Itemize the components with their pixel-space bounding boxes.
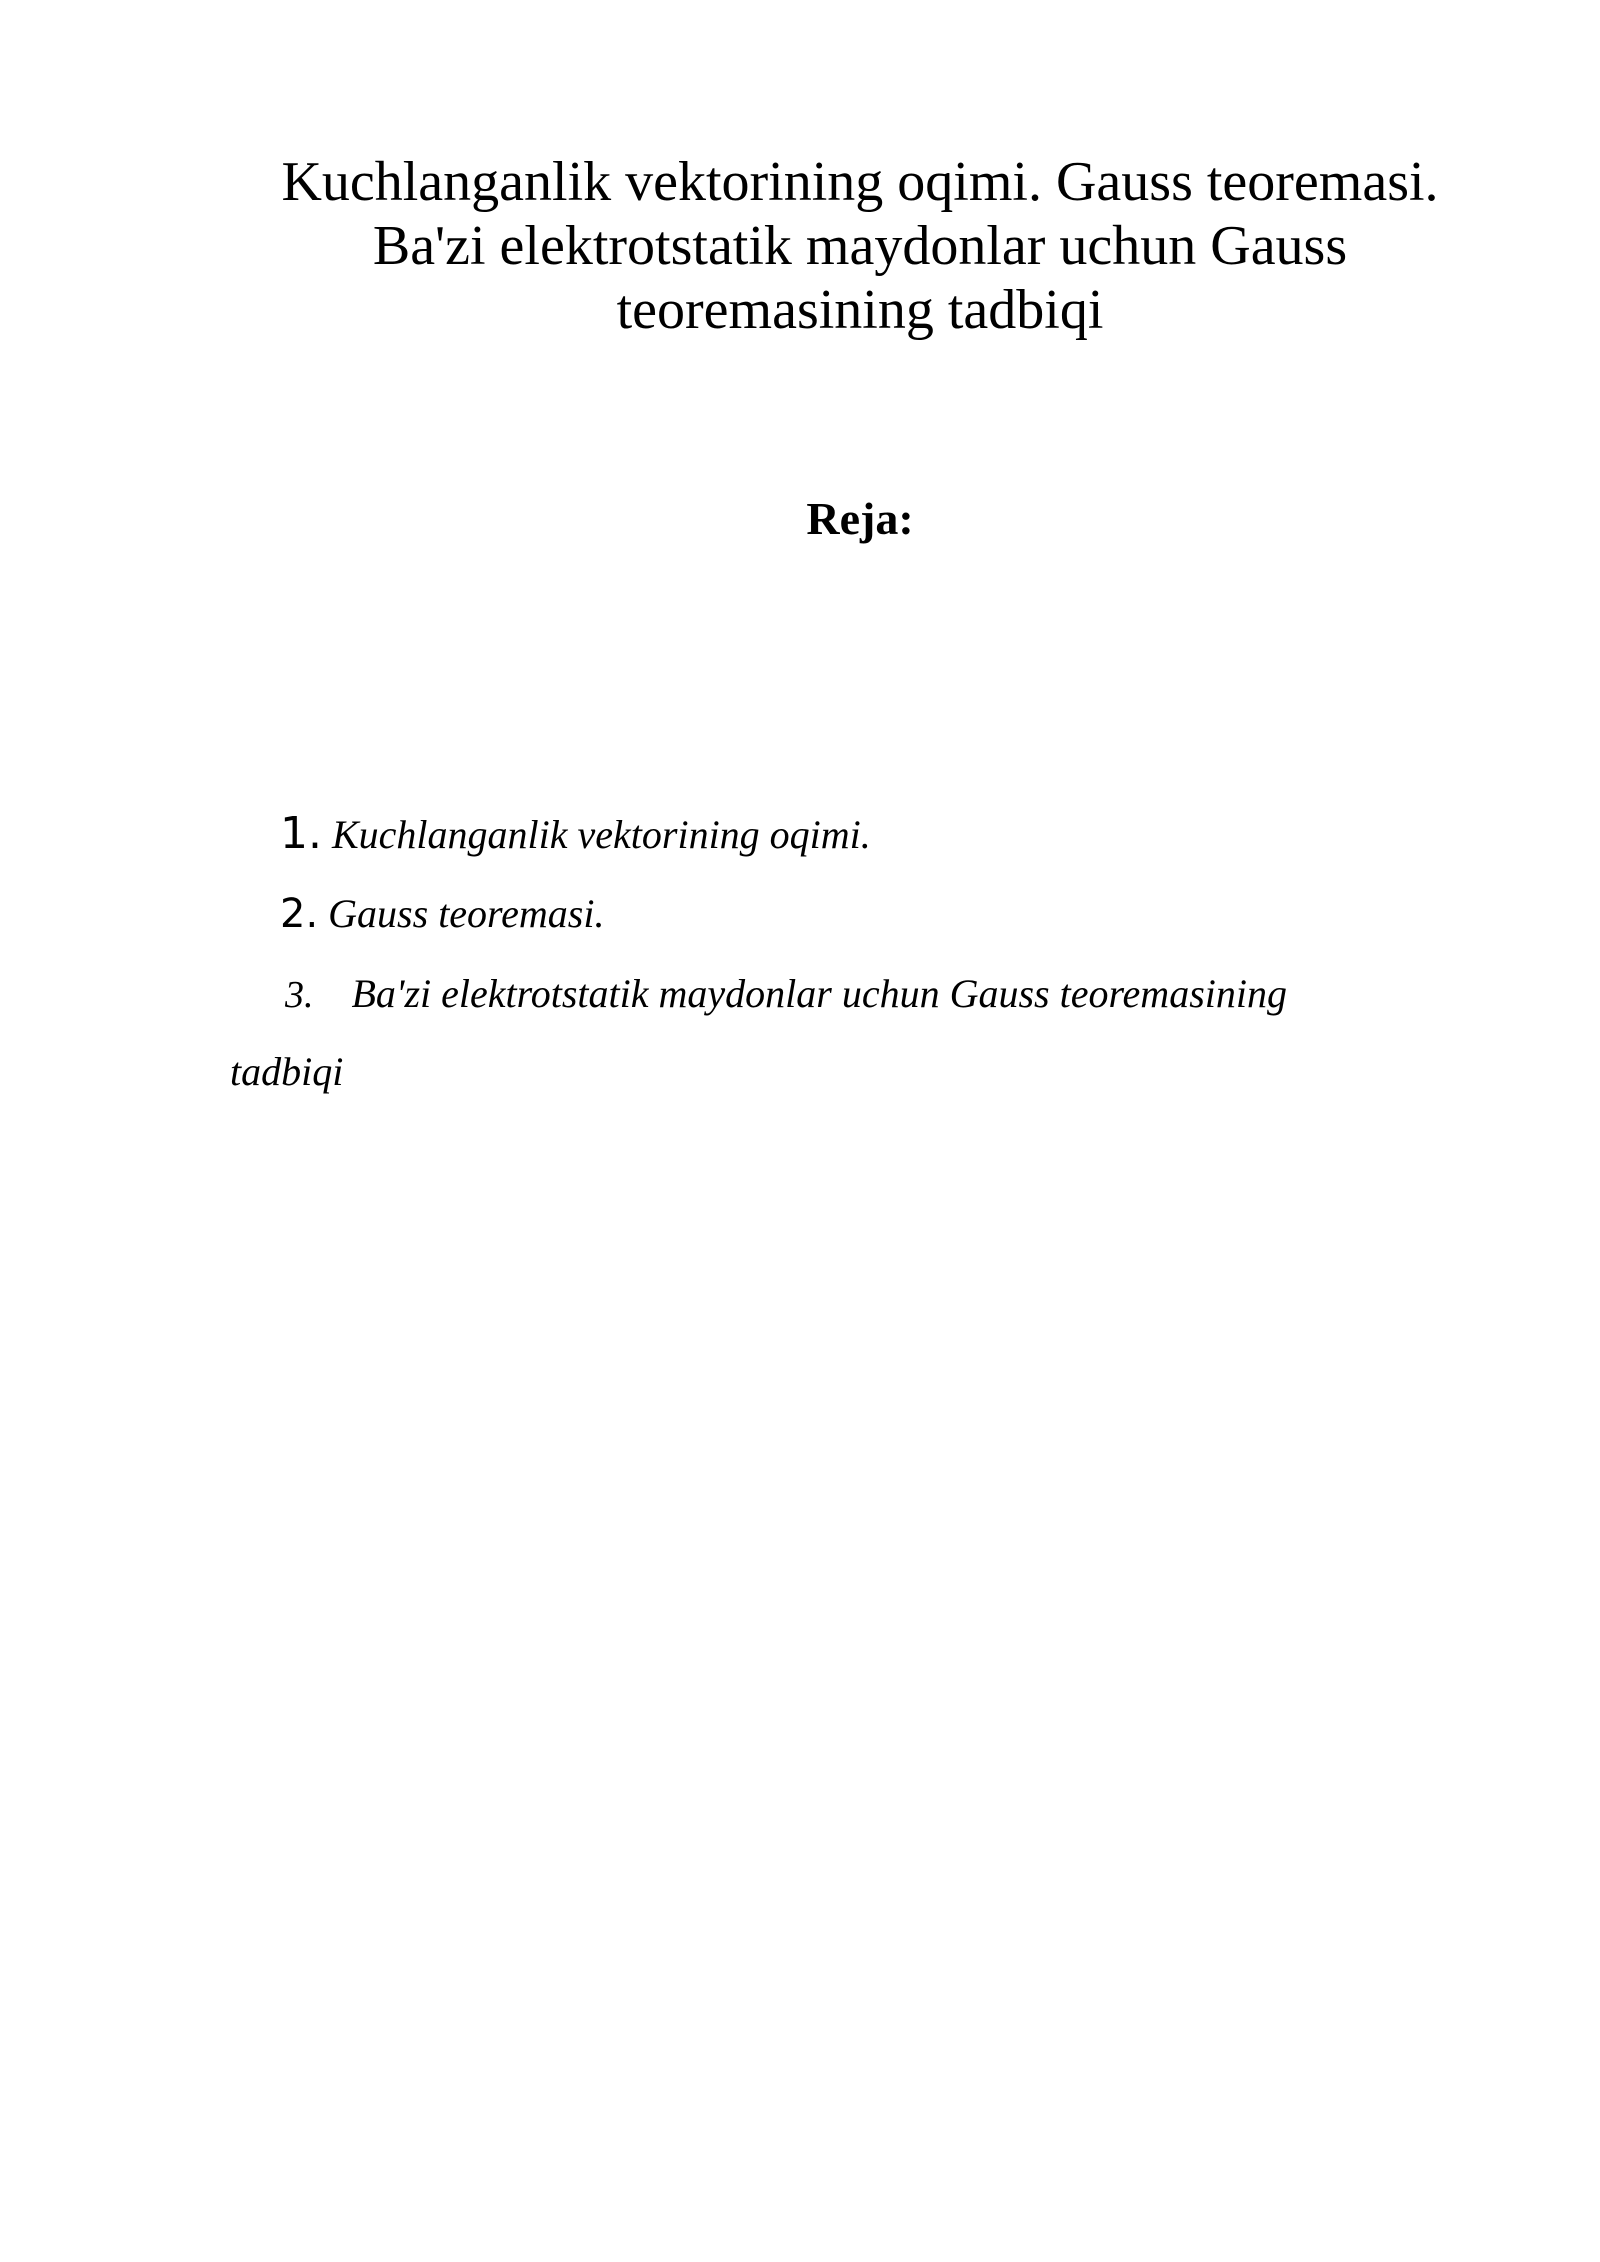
plan-heading: Reja: (806, 493, 914, 544)
plan-item-number: 2. (280, 891, 319, 937)
plan-item-3-continuation: tadbiqi (230, 1049, 344, 1094)
plan-item-text: Kuchlanganlik vektorining oqimi. (331, 812, 871, 857)
plan-item-text: Gauss teoremasi. (328, 891, 605, 936)
title-line-3: teoremasining tadbiqi (616, 279, 1104, 341)
plan-item-text: Ba'zi elektrotstatik maydonlar uchun Gauss teoremasining (351, 971, 1287, 1016)
plan-item-1 (280, 808, 871, 859)
title-line-1: Kuchlanganlik vektorining oqimi. Gauss teoremasi. (281, 151, 1439, 213)
plan-item-3 (285, 970, 1287, 1017)
title-line-2: Ba'zi elektrotstatik maydonlar uchun Gauss (372, 215, 1348, 277)
document-title (200, 150, 1520, 342)
plan-item-number: 1. (280, 808, 322, 859)
plan-item-number: 3. (285, 974, 314, 1016)
plan-item-2 (280, 890, 604, 937)
